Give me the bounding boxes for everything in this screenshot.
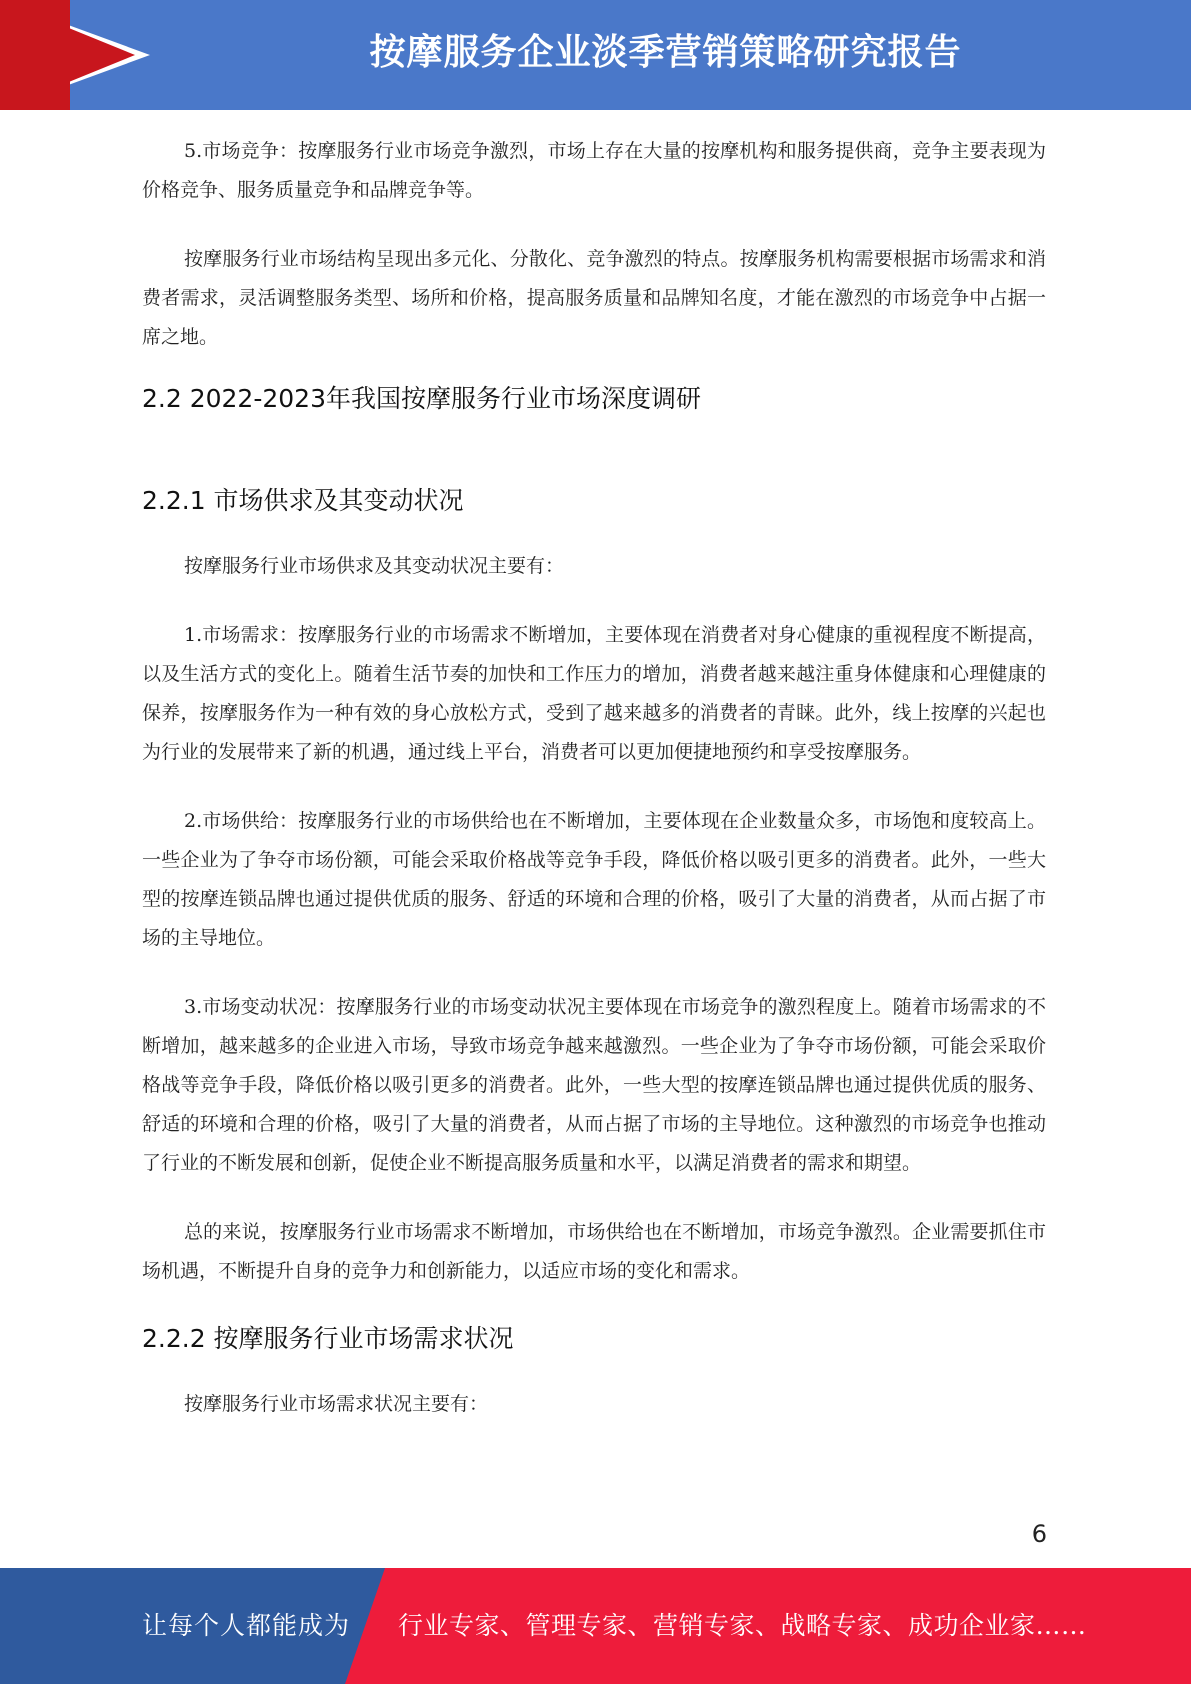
paragraph-supply-demand-intro: 按摩服务行业市场供求及其变动状况主要有： [184, 555, 565, 577]
page-header [0, 0, 1191, 110]
header-red-block [0, 0, 70, 110]
footer-tagline: 行业专家、管理专家、营销专家、战略专家、成功企业家…… [398, 1611, 1087, 1640]
paragraph-conclusion: 总的来说，按摩服务行业市场需求不断增加，市场供给也在不断增加，市场竞争激烈。企业需要抓住市场机遇，不断提升自身的竞争力和创新能力，以适应市场的变化和需求。 [142, 1221, 1046, 1282]
report-title: 按摩服务企业淡季营销策略研究报告 [369, 32, 962, 73]
footer-slogan: 让每个人都能成为 [142, 1611, 351, 1640]
page-footer [0, 1568, 1191, 1684]
paragraph-market-competition: 5.市场竞争：按摩服务行业市场竞争激烈，市场上存在大量的按摩机构和服务提供商，竞争主要表现为价格竞争、服务质量竞争和品牌竞争等。 [142, 140, 1046, 201]
paragraph-market-supply: 2.市场供给：按摩服务行业的市场供给也在不断增加，主要体现在企业数量众多，市场饱和度较高上。一些企业为了争夺市场份额，可能会采取价格战等竞争手段，降低价格以吸引更多的消费者。此外，一些大型的按摩连锁品牌也通过提供优质的服务、舒适的环境和合理的价格，吸引了大量的消费者，从而占据了市场的主导地位。 [142, 810, 1046, 949]
page-number: 6 [1031, 1520, 1047, 1548]
paragraph-demand-status-intro: 按摩服务行业市场需求状况主要有： [184, 1393, 489, 1415]
document-body [142, 132, 1046, 1424]
paragraph-market-change: 3.市场变动状况：按摩服务行业的市场变动状况主要体现在市场竞争的激烈程度上。随着市场需求的不断增加，越来越多的企业进入市场，导致市场竞争越来越激烈。一些企业为了争夺市场份额，可能会采取价格战等竞争手段，降低价格以吸引更多的消费者。此外，一些大型的按摩连锁品牌也通过提供优质的服务、舒适的环境和合理的价格，吸引了大量的消费者，从而占据了市场的主导地位。这种激烈的市场竞争也推动了行业的不断发展和创新，促使企业不断提高服务质量和水平，以满足消费者的需求和期望。 [142, 996, 1046, 1174]
paragraph-market-demand: 1.市场需求：按摩服务行业的市场需求不断增加，主要体现在消费者对身心健康的重视程度不断提高，以及生活方式的变化上。随着生活节奏的加快和工作压力的增加，消费者越来越注重身体健康和心理健康的保养，按摩服务作为一种有效的身心放松方式，受到了越来越多的消费者的青睐。此外，线上按摩的兴起也为行业的发展带来了新的机遇，通过线上平台，消费者可以更加便捷地预约和享受按摩服务。 [142, 624, 1046, 763]
section-heading-2-2-2: 2.2.2 按摩服务行业市场需求状况 [142, 1324, 514, 1353]
section-heading-2-2: 2.2 2022-2023年我国按摩服务行业市场深度调研 [142, 384, 701, 413]
section-heading-2-2-1: 2.2.1 市场供求及其变动状况 [142, 486, 464, 515]
paragraph-structure-summary: 按摩服务行业市场结构呈现出多元化、分散化、竞争激烈的特点。按摩服务机构需要根据市场需求和消费者需求，灵活调整服务类型、场所和价格，提高服务质量和品牌知名度，才能在激烈的市场竞争中占据一席之地。 [142, 248, 1046, 348]
